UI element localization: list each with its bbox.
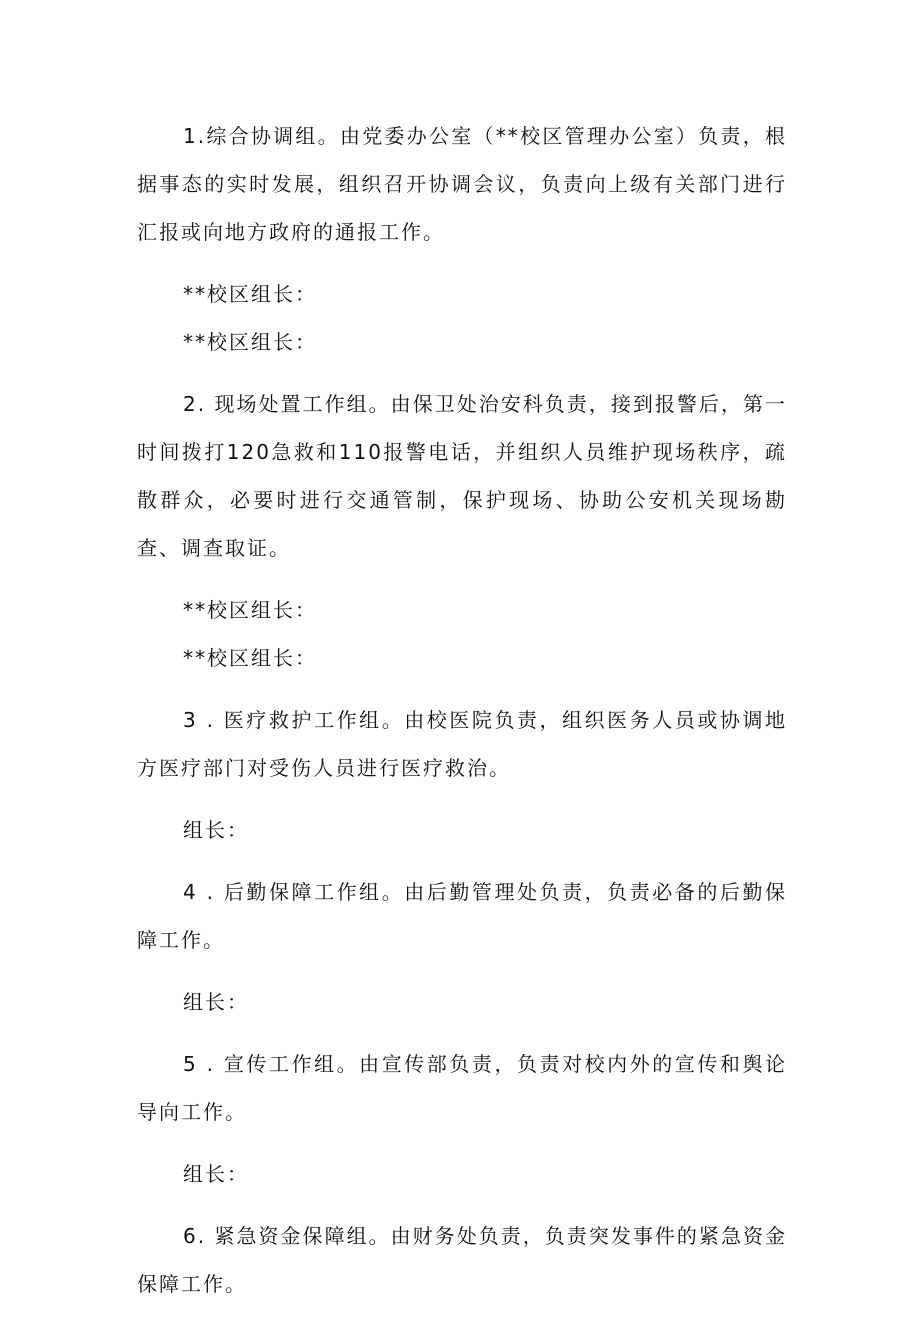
paragraph-onsite-disposal-group: 2. 现场处置工作组。由保卫处治安科负责，接到报警后，第一时间拨打120急救和110报警电话，并组织人员维护现场秩序，疏散群众，必要时进行交通管制，保护现场、协助公安机关现场勘查、调查取证。 [137,392,787,560]
paragraph-coordination-group: 1.综合协调组。由党委办公室（**校区管理办公室）负责，根据事态的实时发展，组织召开协调会议，负责向上级有关部门进行汇报或向地方政府的通报工作。 [137,124,787,244]
paragraph-campus-leader: **校区组长： [183,646,317,670]
paragraph-campus-leader: **校区组长： [183,598,317,622]
paragraph-publicity-group: 5 . 宣传工作组。由宣传部负责，负责对校内外的宣传和舆论导向工作。 [137,1052,787,1124]
paragraph-campus-leader: **校区组长： [183,282,317,306]
document-body [137,112,787,1322]
paragraph-group-leader: 组长： [183,1162,249,1186]
paragraph-emergency-fund-group: 6. 紧急资金保障组。由财务处负责，负责突发事件的紧急资金保障工作。 [137,1224,787,1296]
paragraph-group-leader: 组长： [183,818,249,842]
paragraph-medical-rescue-group: 3 . 医疗救护工作组。由校医院负责，组织医务人员或协调地方医疗部门对受伤人员进行医疗救治。 [137,708,787,780]
paragraph-campus-leader: **校区组长： [183,330,317,354]
paragraph-logistics-group: 4 . 后勤保障工作组。由后勤管理处负责，负责必备的后勤保障工作。 [137,880,787,952]
paragraph-group-leader: 组长： [183,990,249,1014]
